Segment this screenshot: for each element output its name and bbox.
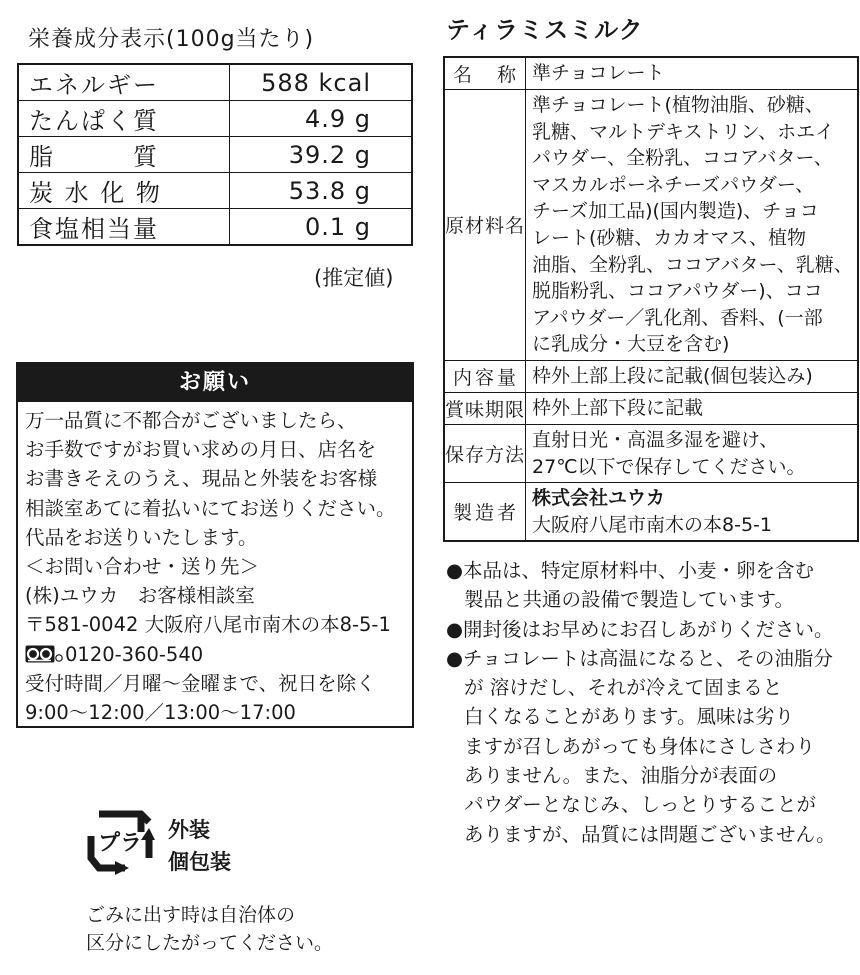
note-bloom-cont: ありますが、品質には問題ございません。 [464, 822, 836, 846]
ingredient-line: 脱脂粉乳、ココアパウダー)、ココ [532, 280, 823, 303]
product-key-name [444, 57, 526, 90]
free-dial-icon [25, 645, 63, 663]
ingredient-line: チーズ加工品)(国内製造)、チョコ [532, 200, 819, 223]
request-box [16, 362, 414, 728]
nutrition-label: 炭 水 化 物 [18, 173, 230, 209]
product-value-name [526, 57, 858, 90]
product-value-line: 枠外上部下段に記載 [532, 397, 704, 420]
product-row-contents [444, 360, 858, 392]
product-key-storage: 保存方法 [444, 424, 526, 482]
product-value-line: 27℃以下で保存してください。 [532, 455, 806, 478]
product-value-best-before [526, 392, 858, 424]
product-key-char: 者 [497, 502, 518, 525]
product-row-name [444, 57, 858, 90]
reception-times: 9:00〜12:00／13:00〜17:00 [25, 701, 296, 725]
product-row-manufacturer [444, 483, 858, 542]
request-body [18, 402, 412, 727]
product-key-ingredients: 原材料名 [444, 90, 526, 361]
request-line: お手数ですがお買い求めの月日、店名を [25, 438, 377, 462]
note-bloom-cont: 白くなることがあります。風味は劣り [464, 705, 794, 729]
phone-number: 0120-360-540 [65, 642, 204, 666]
nutrition-row-protein [18, 101, 412, 137]
nutrition-row-salt [18, 209, 412, 246]
request-line: (株)ユウカ お客様相談室 [25, 584, 255, 608]
nutrition-label: 脂 質 [18, 137, 230, 173]
nutrition-row-energy [18, 64, 412, 101]
nutrition-title: 栄養成分表示(100g当たり) [28, 27, 315, 52]
ingredient-line: アパウダー／乳化剤、香料、(一部 [532, 306, 823, 329]
product-info-table [443, 56, 859, 542]
plastic-recycle-icon [85, 806, 155, 876]
product-notes [446, 556, 856, 849]
reception-hours: 受付時間／月曜〜金曜まで、祝日を除く [25, 671, 376, 695]
nutrition-table [17, 63, 413, 246]
request-line: 万一品質に不都合がございましたら、 [25, 409, 357, 432]
product-value-manufacturer [526, 483, 858, 542]
product-row-storage [444, 424, 858, 482]
nutrition-value: 4.9 g [230, 101, 413, 137]
nutrition-value: 53.8 g [230, 173, 413, 209]
note-bloom-cont: ますが召しあがっても身体にさしさわり [464, 734, 816, 758]
product-value-storage [526, 424, 858, 482]
product-row-best-before [444, 392, 858, 424]
product-row-ingredients [444, 90, 858, 361]
product-key-char: 容 [475, 366, 496, 389]
request-line: 相談室あてに着払いにてお送りください。 [25, 496, 396, 520]
nutrition-label: エネルギー [18, 64, 230, 101]
product-value-line: 準チョコレート [532, 62, 665, 85]
ingredient-line: パウダー、全粉乳、ココアバター、 [532, 147, 833, 170]
manufacturer-address: 大阪府八尾市南木の本8-5-1 [532, 513, 772, 536]
request-line: 代品をお送りいたします。 [25, 525, 258, 549]
product-key-char: 内 [453, 366, 474, 389]
product-key-char: 名 [453, 64, 474, 86]
product-value-line: 枠外上部上段に記載(個包装込み) [532, 365, 813, 388]
product-key-contents [444, 360, 526, 392]
phone-line [25, 640, 412, 669]
recycle-mark-text: プラ [97, 831, 143, 856]
manufacturer-name: 株式会社ユウカ [532, 487, 666, 510]
note-bloom-cont: ありません。また、油脂分が表面の [464, 764, 778, 788]
postal-address: 〒581-0042 大阪府八尾市南木の本8-5-1 [25, 613, 391, 637]
product-title: ティラミスミルク [446, 16, 644, 44]
note-allergen-cont: 製品と共通の設備で製造しています。 [464, 588, 794, 612]
request-title: お願い [18, 364, 412, 402]
nutrition-row-fat [18, 137, 412, 173]
note-bloom-cont: が 溶けだし、それが冷えて固まると [464, 676, 783, 700]
product-key-char: 造 [475, 502, 496, 525]
ingredient-line: に乳成分・大豆を含む) [532, 333, 730, 356]
product-key-char: 量 [497, 366, 518, 389]
product-value-contents [526, 360, 858, 392]
note-after-opening: ●開封後はお早めにお召しあがりください。 [446, 617, 834, 641]
ingredient-line: 乳糖、マルトデキストリン、ホエイ [532, 120, 835, 143]
product-key-manufacturer [444, 483, 526, 542]
nutrition-label: たんぱく質 [18, 101, 230, 137]
note-allergen: ●本品は、特定原材料中、小麦・卵を含む [446, 559, 815, 582]
ingredient-line: マスカルポーネチーズパウダー、 [532, 173, 815, 196]
ingredient-line: レート(砂糖、カカオマス、植物 [532, 226, 806, 249]
nutrition-value: 39.2 g [230, 137, 413, 173]
recycle-label-outer: 外装 [168, 818, 210, 842]
note-bloom-cont: パウダーとなじみ、しっとりすることが [464, 793, 816, 817]
ingredient-line: 準チョコレート(植物油脂、砂糖、 [532, 94, 824, 116]
product-value-line: 直射日光・高温多湿を避け、 [532, 428, 779, 451]
note-bloom: ●チョコレートは高温になると、その油脂分 [446, 646, 833, 670]
nutrition-row-carbohydrate [18, 173, 412, 209]
product-value-ingredients [526, 90, 858, 361]
nutrition-estimate-note: (推定値) [314, 266, 394, 290]
product-key-char: 称 [497, 64, 518, 86]
recycle-note-line: ごみに出す時は自治体の [86, 904, 296, 926]
recycle-label-wrapper: 個包装 [168, 850, 231, 874]
ingredient-line: 油脂、全粉乳、ココアバター、乳糖、 [532, 253, 853, 276]
nutrition-value: 588 kcal [230, 64, 413, 101]
nutrition-value: 0.1 g [230, 209, 413, 246]
recycle-note-line: 区分にしたがってください。 [86, 932, 334, 954]
request-line: お書きそえのうえ、現品と外装をお客様 [25, 467, 378, 491]
product-key-char: 製 [453, 502, 474, 525]
product-key-best-before: 賞味期限 [444, 392, 526, 424]
request-line: ＜お問い合わせ・送り先＞ [25, 555, 260, 579]
nutrition-label: 食塩相当量 [18, 209, 230, 246]
